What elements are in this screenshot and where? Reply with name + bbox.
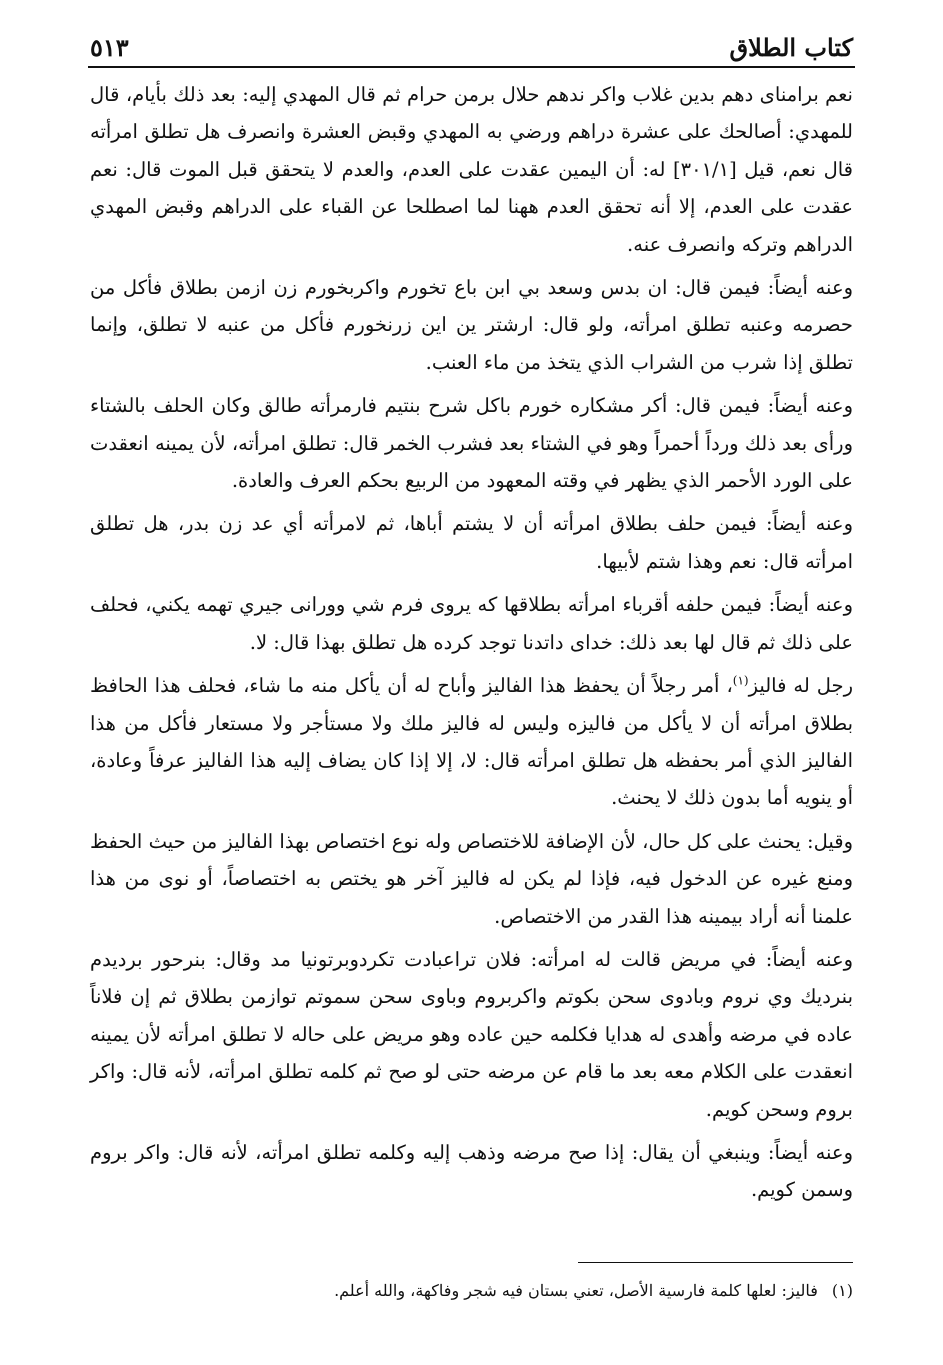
- paragraph-3: وعنه أيضاً: فيمن قال: أكر مشكاره خورم باكل شرح بنتيم فارمرأته طالق وكان الحلف بالشتاء ورأى بعد ذلك ورداً أحمراً وهو في الشتاء بعد فشرب الخمر قال: تطلق امرأته، لأن يمينه انعقدت على الورد الأحمر الذي يظهر في وقته المعهود من الربيع بحكم العرف والعادة.: [90, 394, 853, 493]
- paragraph-4: وعنه أيضاً: فيمن حلف بطلاق امرأته أن لا يشتم أباها، ثم لامرأته أي عد زن بدر، هل تطلق امرأته قال: نعم وهذا شتم لأبيها.: [90, 512, 853, 573]
- page-header: [90, 22, 853, 62]
- footnote-separator: [578, 1262, 853, 1263]
- fali-text-rest: ، أمر رجلاً أن يحفظ هذا الفاليز وأباح له أن يأكل منه ما شاء، فحلف هذا الحافظ بطلاق امرأته أن لا يأكل من فاليزه وليس له فاليز ملك ولا مستأجر ولا مستعار فأكل من هذا الفاليز الذي أمر بحفظه هل تطلق امرأته قال: لا، إلا إذا كان يضاف إليه هذا الفاليز عرفاً وعادة، أو ينويه أما بدون ذلك لا يحنث.: [90, 674, 853, 810]
- footnote: [90, 1276, 853, 1306]
- running-title: كتاب الطلاق: [729, 33, 853, 62]
- paragraph-6: وقيل: يحنث على كل حال، لأن الإضافة للاختصاص وله نوع اختصاص بهذا الفاليز من حيث الحفظ ومنع غيره عن الدخول فيه، فإذا لم يكن له فاليز آخر هو يختص به اختصاصاً، أو نوى من هذا علمنا أنه أراد بيمينه هذا القدر من الاختصاص.: [90, 829, 853, 928]
- footnote-text: فاليز: لعلها كلمة فارسية الأصل، تعني بستان فيه شجر وفاكهة، والله أعلم.: [334, 1281, 818, 1300]
- paragraph-7: وعنه أيضاً: في مريض قالت له امرأته: فلان تراعبادت تكردوبرتونيا مد وقال: بنرحور برديدم بنرديك وي نروم وبادوى سحن بكوتم واكربروم وباوى سحن سموتم توازمن بطلاق ثم إن فلاناً عاده في مرضه وأهدى له هدايا فكلمه حين عاده وهو مريض على حاله لا تطلق امرأته لأن يمينه انعقدت على الكلام معه بعد ما قام عن مرضه حتى لو صح ثم كلمه تطلق امرأته، لأنه قال: واكر بروم وسحن كويم.: [90, 947, 853, 1121]
- paragraph-2: وعنه أيضاً: فيمن قال: ان بدس وسعد بي ابن باع تخورم واكربخورم زن ازمن بطلاق فأكل من حصرمه وعنبه تطلق امرأته، ولو قال: ارشتر ين اين زرنخورم فأكل من عنبه لا تطلق، وإنما تطلق إذا شرب من الشراب الذي يتخذ من ماء العنب.: [90, 276, 853, 374]
- paragraph-5: وعنه أيضاً: فيمن حلفه أقرباء امرأته بطلاقها كه يروى فرم شي وورانى جيري تهمه يكني، فحلف على ذلك ثم قال لها بعد ذلك: خداى داتدنا توجد كرده هل تطلق بهذا قال: لا.: [90, 593, 853, 654]
- header-rule: [88, 66, 855, 68]
- paragraph-1: نعم برامناى دهم بدين غلاب واكر ندهم حلال برمن حرام ثم قال المهدي إليه: بعد ذلك بأيام، قال للمهدي: أصالحك على عشرة دراهم ورضي به المهدي وقبض العشرة وانصرف هل تطلق امرأته قال نعم، قيل [٣٠١/١] له: أن اليمين عقدت على العدم، والعدم لا يتحقق قبل الموت قال: نعم عقدت على العدم، إلا أنه تحقق العدم ههنا لما اصطلحا عن القباء على الدراهم وقبض المهدي الدراهم وتركه وانصرف عنه.: [90, 83, 854, 256]
- footnote-reference: (١): [732, 673, 749, 688]
- footnote-number: (١): [831, 1281, 853, 1300]
- page-number: ٥١٣: [90, 33, 129, 62]
- paragraph-8: وعنه أيضاً: وينبغي أن يقال: إذا صح مرضه وذهب إليه وكلمه تطلق امرأته، لأنه قال: واكر بروم وسمن كويم.: [90, 1140, 853, 1202]
- main-text: [90, 76, 853, 1215]
- paragraph-fali: [90, 667, 853, 817]
- fali-text-start: رجل له فاليز: [748, 674, 853, 698]
